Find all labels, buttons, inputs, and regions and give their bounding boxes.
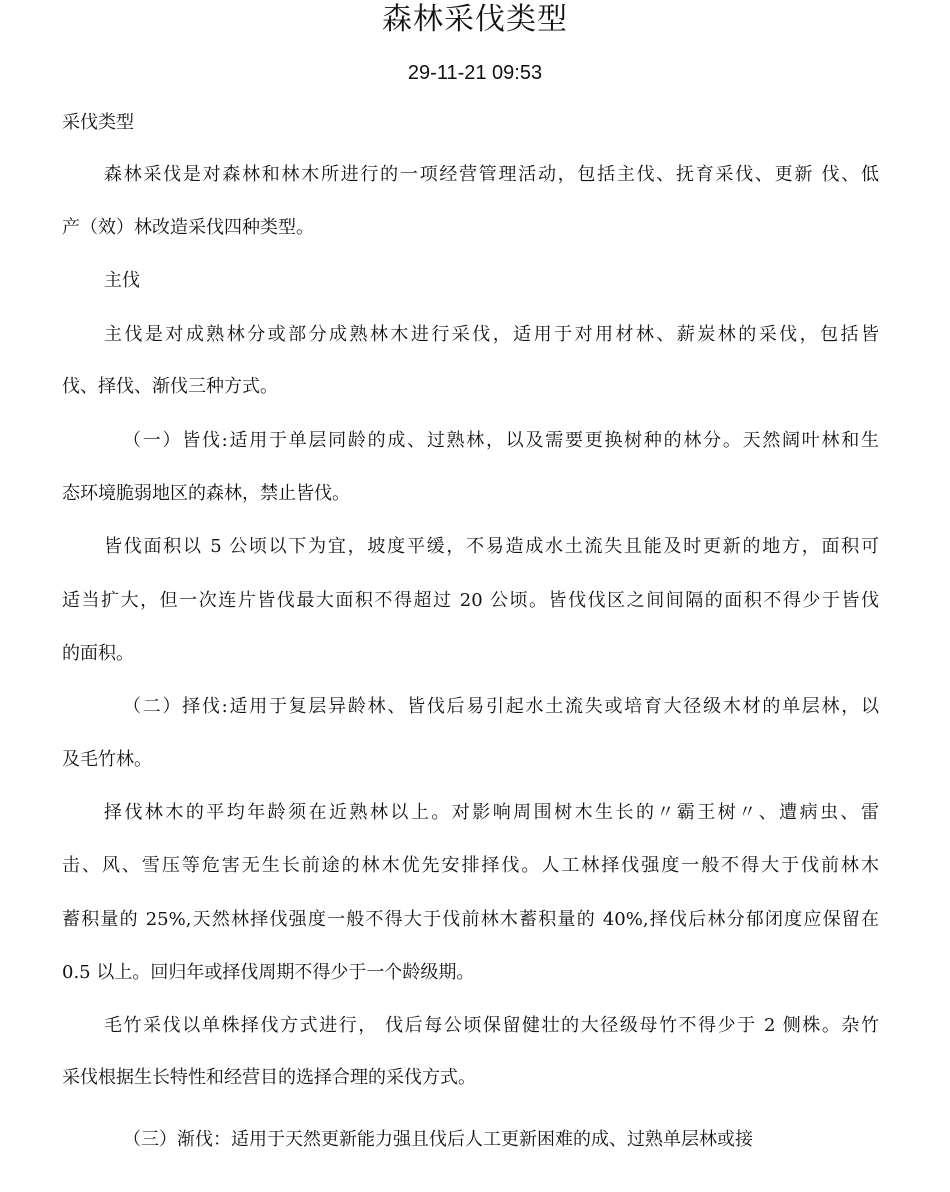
paragraph-line: 产（效）林改造采伐四种类型。 bbox=[62, 217, 314, 238]
paragraph-line: 适当扩大，但一次连片皆伐最大面积不得超过 20 公顷。皆伐伐区之间间隔的面积不得少于皆伐 bbox=[62, 590, 879, 611]
paragraph-line: 主伐是对成熟林分或部分成熟林木进行采伐，适用于对用材林、薪炭林的采伐，包括皆 bbox=[104, 324, 879, 345]
paragraph-line: 0.5 以上。回归年或择伐周期不得少于一个龄级期。 bbox=[62, 962, 475, 983]
paragraph-line: 皆伐面积以 5 公顷以下为宜，坡度平缓，不易造成水土流失且能及时更新的地方，面积可 bbox=[104, 536, 879, 557]
paragraph-line: 采伐根据生长特性和经营目的选择合理的采伐方式。 bbox=[62, 1067, 476, 1088]
section-heading-main-felling: 主伐 bbox=[104, 270, 140, 291]
document-title: 森林采伐类型 bbox=[382, 2, 568, 37]
paragraph-line: 的面积。 bbox=[62, 643, 134, 664]
paragraph-line: 态环境脆弱地区的森林，禁止皆伐。 bbox=[62, 483, 350, 504]
paragraph-line: 毛竹采伐以单株择伐方式进行， 伐后每公顷保留健壮的大径级母竹不得少于 2 侧株。杂竹 bbox=[104, 1015, 879, 1036]
paragraph-line: 击、风、雪压等危害无生长前途的林木优先安排择伐。人工林择伐强度一般不得大于伐前林木 bbox=[62, 855, 879, 876]
paragraph-line: （一）皆伐:适用于单层同龄的成、过熟林，以及需要更换树种的林分。天然阔叶林和生 bbox=[123, 430, 879, 451]
paragraph-line: 伐、择伐、渐伐三种方式。 bbox=[62, 376, 278, 397]
paragraph-line: 择伐林木的平均年龄须在近熟林以上。对影响周围树木生长的〃霸王树〃、遭病虫、雷 bbox=[104, 802, 879, 823]
paragraph-line: 森林采伐是对森林和林木所进行的一项经营管理活动，包括主伐、抚育采伐、更新 伐、低 bbox=[104, 164, 879, 185]
paragraph-line: 及毛竹林。 bbox=[62, 749, 152, 770]
paragraph-line: 蓄积量的 25%,天然林择伐强度一般不得大于伐前林木蓄积量的 40%,择伐后林分郁闭度应保留在 bbox=[62, 909, 879, 930]
paragraph-line: （三）渐伐：适用于天然更新能力强且伐后人工更新困难的成、过熟单层林或接 bbox=[123, 1129, 753, 1150]
document-date: 29-11-21 09:53 bbox=[407, 62, 543, 84]
paragraph-line: （二）择伐:适用于复层异龄林、皆伐后易引起水土流失或培育大径级木材的单层林，以 bbox=[123, 696, 879, 717]
section-heading-harvest-types: 采伐类型 bbox=[62, 112, 134, 133]
